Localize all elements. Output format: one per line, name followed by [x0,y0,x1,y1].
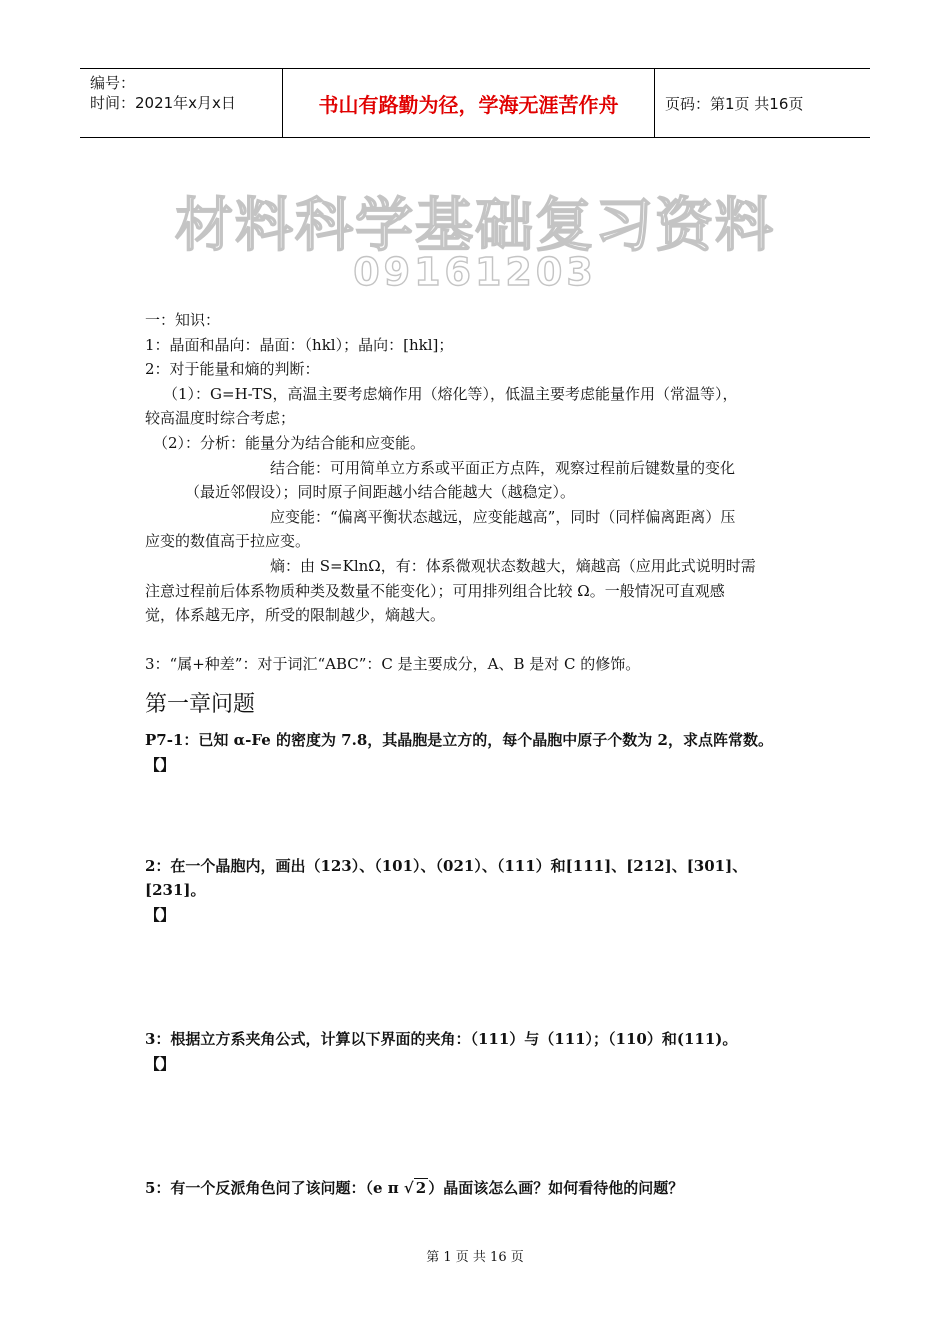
page-header [80,68,870,138]
spacer [145,628,815,652]
strain-energy-b: 应变的数值高于拉应变。 [145,532,311,551]
entropy-c: 觉，体系越无序，所受的限制越少，熵越大。 [145,606,446,625]
item-3: 3：“属+种差”：对于词汇“ABC”：C 是主要成分，A、B 是对 C 的修饰。 [145,654,641,673]
knowledge-heading: 一：知识： [145,311,221,329]
question-5 [145,1176,815,1201]
item-1: 1：晶面和晶向：晶面：（hkl）；晶向：[hkl]； [145,335,454,354]
header-meta [80,69,282,137]
entropy-b: 注意过程前后体系物质种类及数量不能变化）；可用排列组合比较 Ω。一般情况可直观感 [145,581,725,600]
question-3: 3：根据立方系夹角公式，计算以下界面的夹角：（111）与（111）；（110）和(111)。 [145,1030,738,1049]
bond-energy-a: 结合能：可用简单立方系或平面正方点阵，观察过程前后键数量的变化 [270,458,736,477]
watermark-title: 材料科学基础复习资料 [174,191,775,259]
bond-energy-b: （最近邻假设）；同时原子间距越小结合能越大（越稳定）。 [185,483,576,502]
strain-energy-a: 应变能：“偏离平衡状态越远，应变能越高”，同时（同样偏离距离）压 [270,507,736,526]
page-footer: 第 1 页 共 16 页 [426,1250,524,1265]
answer-space [145,1076,815,1176]
sqrt-radicand: 2 [415,1179,427,1198]
item-2-1b: 较高温度时综合考虑； [145,409,296,428]
answer-space [145,927,815,1027]
entropy-a: 熵：由 S=KlnΩ，有：体系微观状态数越大，熵越高（应用此式说明时需 [270,556,756,575]
answer-space [145,778,815,854]
chapter-title: 第一章问题 [145,692,256,718]
question-2b: [231]。 [145,881,206,900]
question-2a: 2：在一个晶胞内，画出（123）、（101）、（021）、（111）和[111]、[212]、[301]、 [145,856,748,875]
header-motto: 书山有路勤为径，学海无涯苦作舟 [282,69,655,137]
item-2-1a: （1）：G=H-TS，高温主要考虑熵作用（熔化等），低温主要考虑能量作用（常温等）， [163,384,738,403]
question-5-pre: 5：有一个反派角色问了该问题：（e π [145,1179,404,1198]
header-page-info: 页码：第1页 共16页 [665,94,804,113]
time-label: 时间：2021年x月x日 [90,94,236,112]
item-2-2: （2）：分析：能量分为结合能和应变能。 [153,433,426,452]
number-label: 编号： [90,74,136,92]
document-body [145,308,815,1201]
answer-bracket-1: 【】 [145,755,176,774]
watermark-code: 09161203 [353,250,597,294]
question-5-post: ）晶面该怎么画？如何看待他的问题？ [428,1179,684,1198]
question-p7-1: P7-1：已知 α-Fe 的密度为 7.8，其晶胞是立方的，每个晶胞中原子个数为 2，求点阵常数。 [145,731,773,750]
sqrt-symbol: √ [403,1179,414,1198]
item-2: 2：对于能量和熵的判断： [145,360,320,379]
answer-bracket-3: 【】 [145,1054,176,1073]
answer-bracket-2: 【】 [145,905,176,924]
